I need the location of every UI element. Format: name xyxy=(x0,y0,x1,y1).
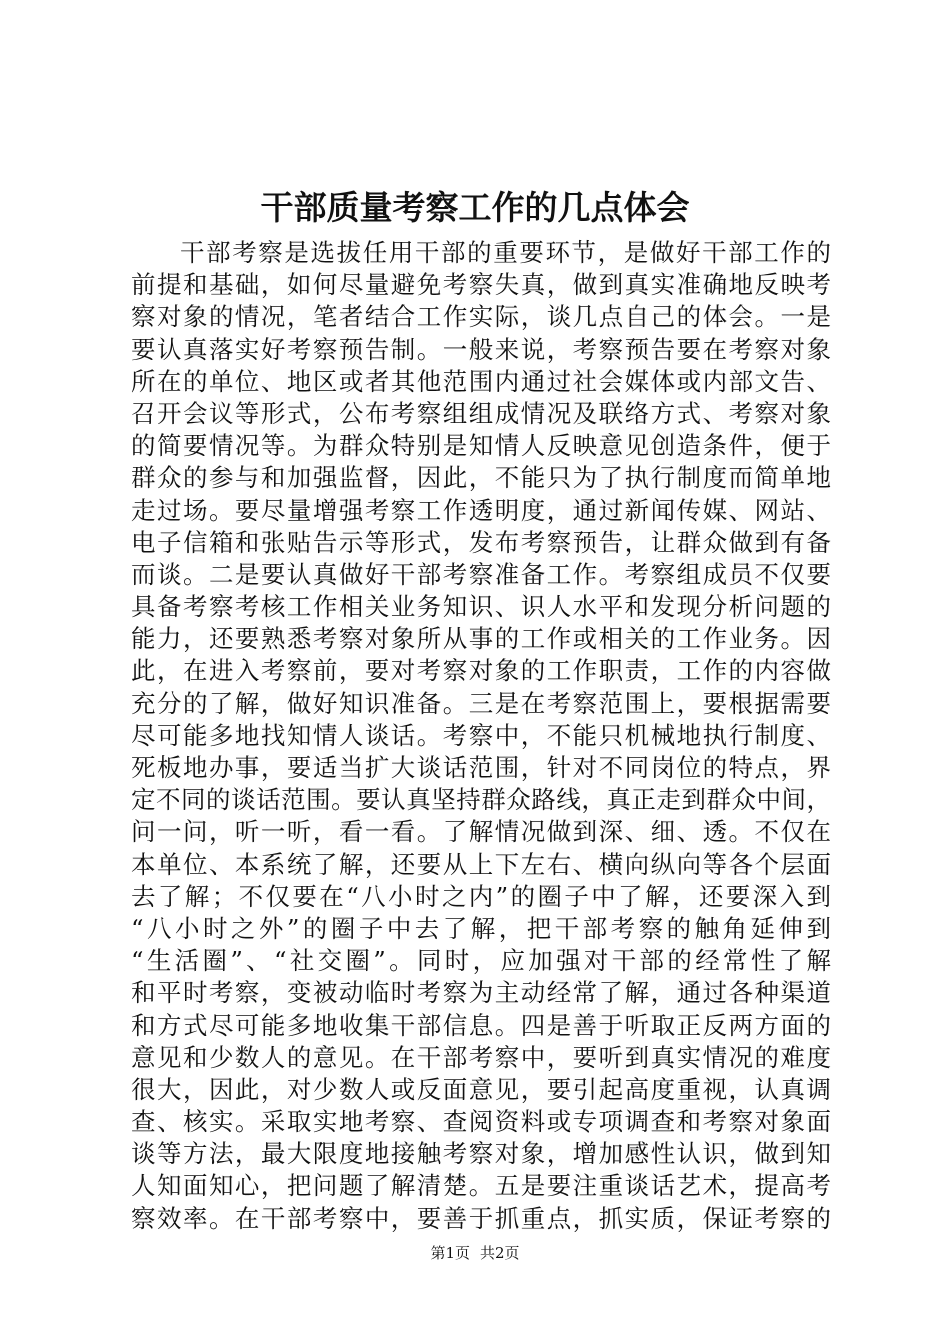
body-line: 此，在进入考察前，要对考察对象的工作职责，工作的内容做 xyxy=(131,656,831,686)
body-line: 干部考察是选拔任用干部的重要环节，是做好干部工作的 xyxy=(180,238,831,267)
body-line: 死板地办事，要适当扩大谈话范围，针对不同岗位的特点，界 xyxy=(131,753,831,782)
document-body xyxy=(131,237,831,1235)
body-line: 所在的单位、地区或者其他范围内通过社会媒体或内部文告、 xyxy=(131,366,831,396)
body-line: 定不同的谈话范围。要认真坚持群众路线，真正走到群众中间， xyxy=(131,785,831,815)
body-line: 的简要情况等。为群众特别是知情人反映意见创造条件，便于 xyxy=(131,431,831,461)
body-line: 问一问，听一听，看一看。了解情况做到深、细、透。不仅在 xyxy=(131,817,831,847)
body-line: 意见和少数人的意见。在干部考察中，要听到真实情况的难度 xyxy=(131,1042,831,1072)
body-line: 前提和基础，如何尽量避免考察失真，做到真实准确地反映考 xyxy=(131,270,831,300)
body-line: 人知面知心，把问题了解清楚。五是要注重谈话艺术，提高考 xyxy=(131,1171,831,1201)
page-total: 共2页 xyxy=(480,1244,520,1262)
page-footer xyxy=(0,1243,950,1263)
body-line: 察效率。在干部考察中，要善于抓重点，抓实质，保证考察的 xyxy=(131,1203,831,1233)
document-title: 干部质量考察工作的几点体会 xyxy=(260,188,690,227)
body-line: 察对象的情况，笔者结合工作实际，谈几点自己的体会。一是 xyxy=(131,302,831,332)
body-line: 具备考察考核工作相关业务知识、识人水平和发现分析问题的 xyxy=(131,592,831,622)
body-line: 本单位、本系统了解，还要从上下左右、横向纵向等各个层面 xyxy=(131,849,831,879)
page-number: 第1页 xyxy=(430,1244,470,1262)
body-line: 群众的参与和加强监督，因此，不能只为了执行制度而简单地 xyxy=(131,463,831,493)
body-line: 很大，因此，对少数人或反面意见，要引起高度重视，认真调 xyxy=(131,1074,831,1104)
body-line: 和方式尽可能多地收集干部信息。四是善于听取正反两方面的 xyxy=(131,1010,831,1040)
body-line: 谈等方法，最大限度地接触考察对象，增加感性认识，做到知 xyxy=(131,1139,831,1169)
body-line: 要认真落实好考察预告制。一般来说，考察预告要在考察对象 xyxy=(131,334,831,364)
body-line: 充分的了解，做好知识准备。三是在考察范围上，要根据需要 xyxy=(131,688,831,718)
body-line: “生活圈”、“社交圈”。同时，应加强对干部的经常性了解 xyxy=(131,946,831,976)
body-line: 和平时考察，变被动临时考察为主动经常了解，通过各种渠道 xyxy=(131,978,831,1008)
body-line: 去了解；不仅要在“八小时之内”的圈子中了解，还要深入到 xyxy=(131,881,831,911)
body-line: 查、核实。采取实地考察、查阅资料或专项调查和考察对象面 xyxy=(131,1107,831,1137)
body-line: 电子信箱和张贴告示等形式，发布考察预告，让群众做到有备 xyxy=(131,527,831,557)
body-line: 走过场。要尽量增强考察工作透明度，通过新闻传媒、网站、 xyxy=(131,495,831,525)
body-line: “八小时之外”的圈子中去了解，把干部考察的触角延伸到 xyxy=(131,913,831,943)
body-line: 而谈。二是要认真做好干部考察准备工作。考察组成员不仅要 xyxy=(131,559,831,589)
body-line: 尽可能多地找知情人谈话。考察中，不能只机械地执行制度、 xyxy=(131,720,831,750)
body-line: 召开会议等形式，公布考察组组成情况及联络方式、考察对象 xyxy=(131,398,831,428)
body-line: 能力，还要熟悉考察对象所从事的工作或相关的工作业务。因 xyxy=(131,624,831,654)
